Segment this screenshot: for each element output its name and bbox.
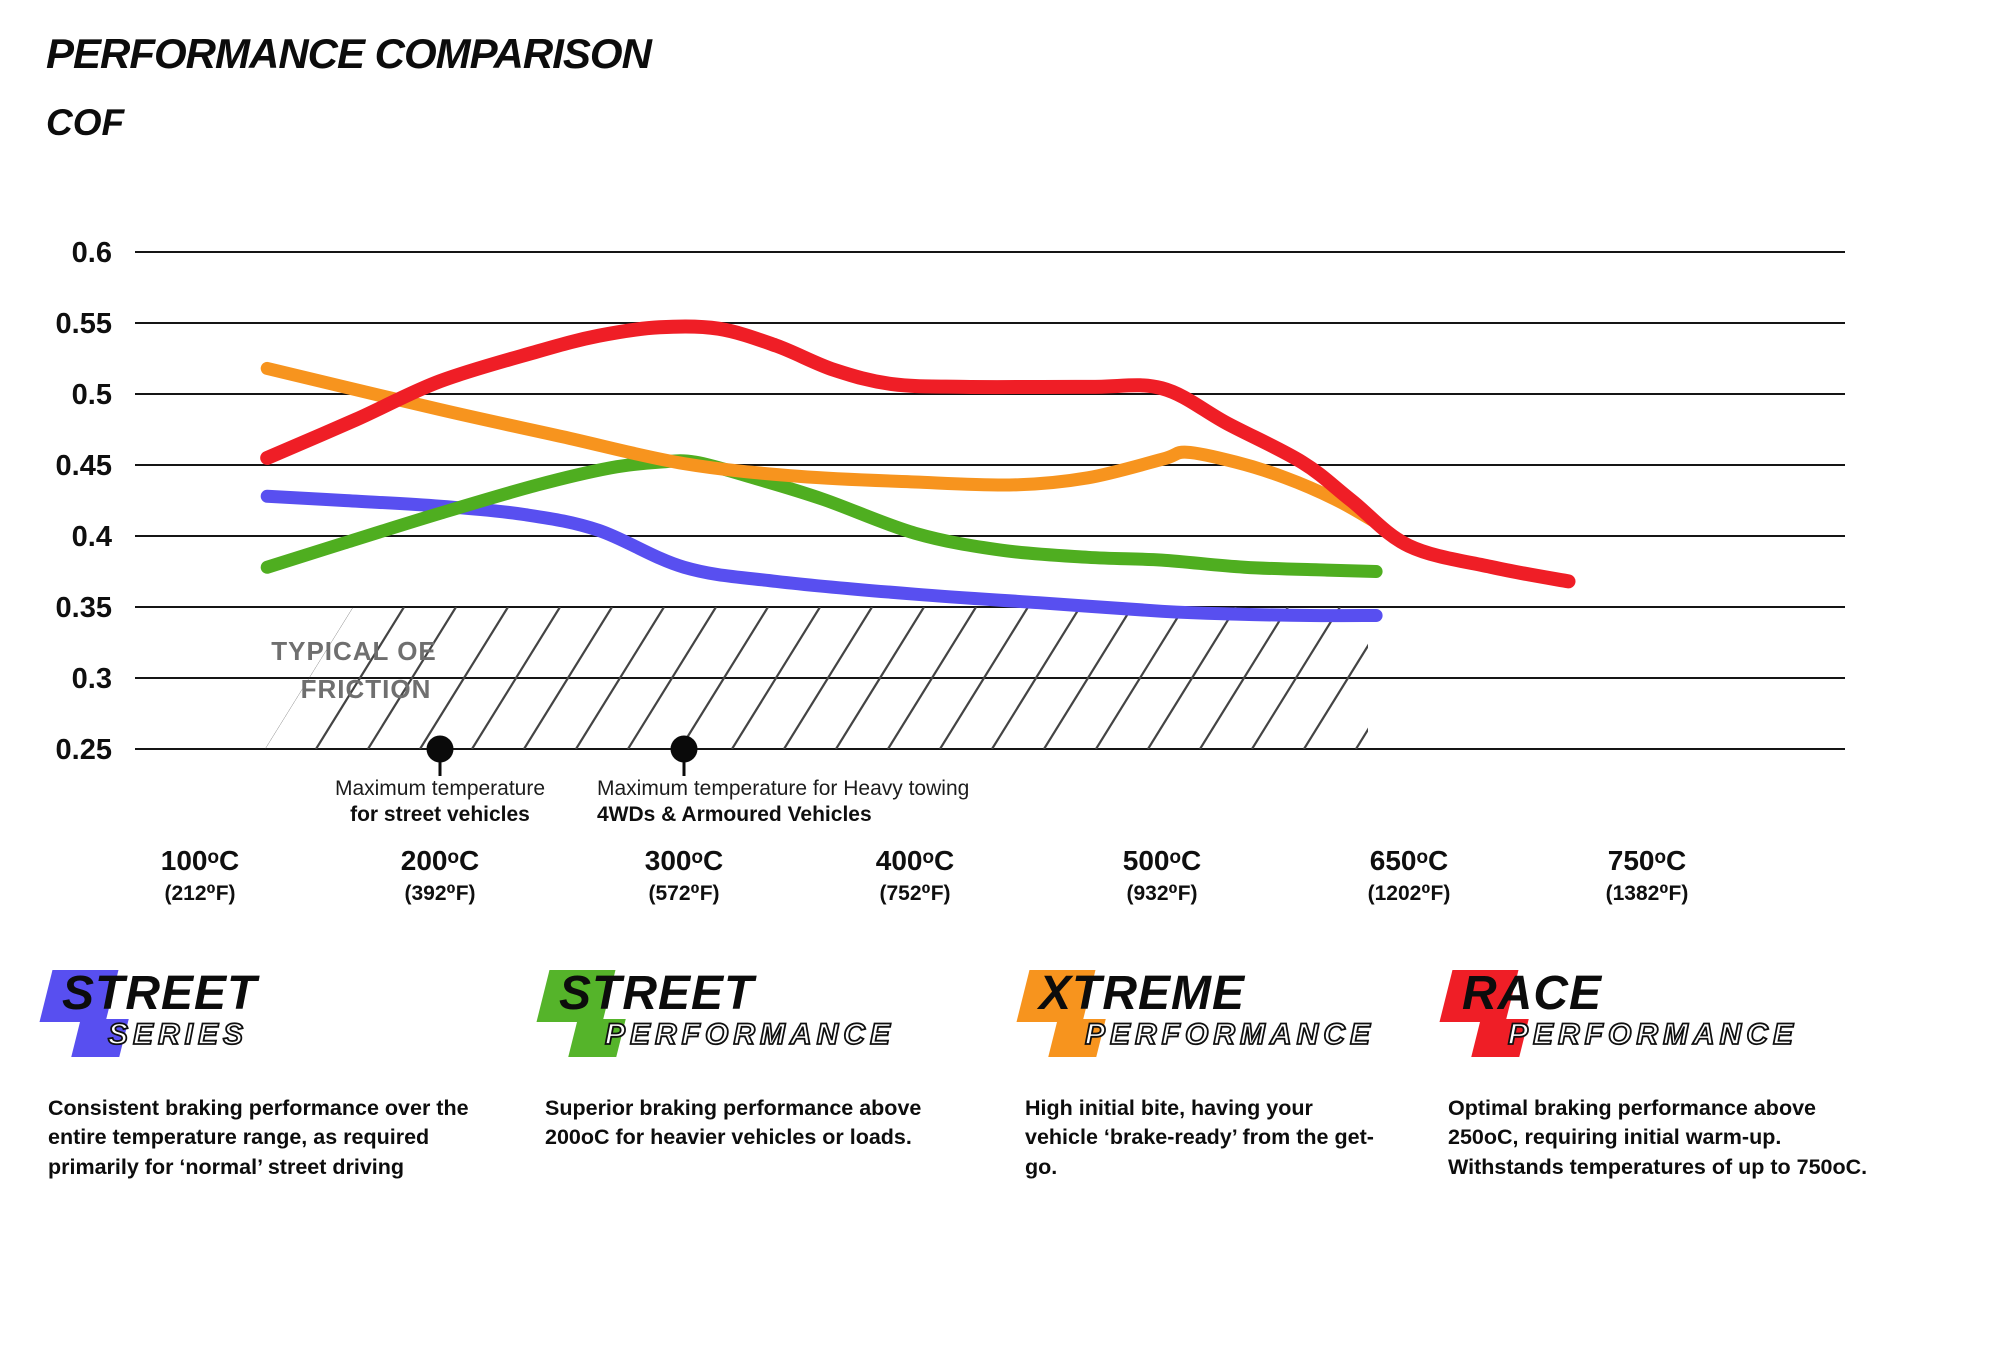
street-series-logo bbox=[48, 966, 476, 1068]
race-performance-logo bbox=[1448, 966, 1884, 1068]
x-tick-celsius: 650ᵒC bbox=[1369, 845, 1449, 876]
brand-word: STREET bbox=[559, 967, 755, 1020]
oe-zone-label: FRICTION bbox=[300, 674, 432, 704]
brand-description: High initial bite, having your vehicle ‘brake-ready’ from the get-go. bbox=[1025, 1096, 1374, 1179]
brand-description: Superior braking performance above 200oC for heavier vehicles or loads. bbox=[545, 1096, 922, 1150]
brand-subtitle: SERIES bbox=[108, 1018, 249, 1051]
brand-description: Consistent braking performance over the entire temperature range, as required primarily for ‘normal’ street driving bbox=[48, 1096, 469, 1179]
annotation-line2: 4WDs & Armoured Vehicles bbox=[597, 803, 872, 826]
max-temperature-dot-icon bbox=[671, 736, 698, 763]
x-tick-fahrenheit: (1202⁰F) bbox=[1367, 882, 1451, 905]
oe-zone-label: TYPICAL OE bbox=[271, 636, 437, 666]
brand-subtitle: PERFORMANCE bbox=[1085, 1018, 1376, 1051]
page-title: PERFORMANCE COMPARISON bbox=[46, 30, 651, 77]
annotation-line1: Maximum temperature for Heavy towing bbox=[597, 777, 970, 800]
y-tick-label: 0.4 bbox=[71, 521, 112, 553]
street-performance-logo bbox=[545, 966, 973, 1068]
y-tick-label: 0.45 bbox=[55, 450, 112, 482]
y-tick-label: 0.25 bbox=[55, 734, 112, 766]
brand-word: RACE bbox=[1462, 967, 1603, 1020]
x-axis-labels bbox=[161, 845, 1689, 905]
xtreme-performance-logo bbox=[1025, 966, 1377, 1068]
annotation-line1: Maximum temperature bbox=[334, 777, 546, 800]
x-tick-celsius: 500ᵒC bbox=[1122, 845, 1202, 876]
x-tick-fahrenheit: (932⁰F) bbox=[1126, 882, 1198, 905]
brand-subtitle: PERFORMANCE bbox=[605, 1018, 896, 1051]
x-tick-celsius: 750ᵒC bbox=[1607, 845, 1687, 876]
y-tick-label: 0.55 bbox=[55, 308, 112, 340]
y-tick-label: 0.35 bbox=[55, 592, 112, 624]
brand-word: STREET bbox=[62, 967, 258, 1020]
x-tick-fahrenheit: (1382⁰F) bbox=[1605, 882, 1689, 905]
series-line-race-performance bbox=[267, 326, 1568, 581]
legend-item-street-series bbox=[48, 966, 476, 1182]
x-tick-fahrenheit: (212⁰F) bbox=[164, 882, 236, 905]
brand-word: XTREME bbox=[1039, 967, 1246, 1020]
y-tick-label: 0.5 bbox=[71, 379, 112, 411]
x-tick-celsius: 200ᵒC bbox=[400, 845, 480, 876]
legend-item-race-performance bbox=[1448, 966, 1884, 1182]
y-axis-title: COF bbox=[46, 102, 125, 143]
legend-item-xtreme-performance bbox=[1025, 966, 1377, 1182]
brand-subtitle: PERFORMANCE bbox=[1508, 1018, 1799, 1051]
series-lines bbox=[267, 326, 1568, 615]
annotation-line2: for street vehicles bbox=[350, 803, 530, 826]
legend-row bbox=[0, 966, 2000, 1336]
y-tick-label: 0.6 bbox=[71, 237, 112, 269]
x-tick-fahrenheit: (392⁰F) bbox=[404, 882, 476, 905]
x-tick-celsius: 100ᵒC bbox=[160, 845, 240, 876]
x-tick-fahrenheit: (572⁰F) bbox=[648, 882, 720, 905]
legend-item-street-performance bbox=[545, 966, 973, 1153]
y-tick-label: 0.3 bbox=[71, 663, 112, 695]
x-tick-celsius: 300ᵒC bbox=[644, 845, 724, 876]
brand-description: Optimal braking performance above 250oC, requiring initial warm-up. Withstands temperatures of up to 750oC. bbox=[1448, 1096, 1868, 1179]
x-tick-fahrenheit: (752⁰F) bbox=[879, 882, 951, 905]
x-tick-celsius: 400ᵒC bbox=[875, 845, 955, 876]
max-temperature-dot-icon bbox=[427, 736, 454, 763]
